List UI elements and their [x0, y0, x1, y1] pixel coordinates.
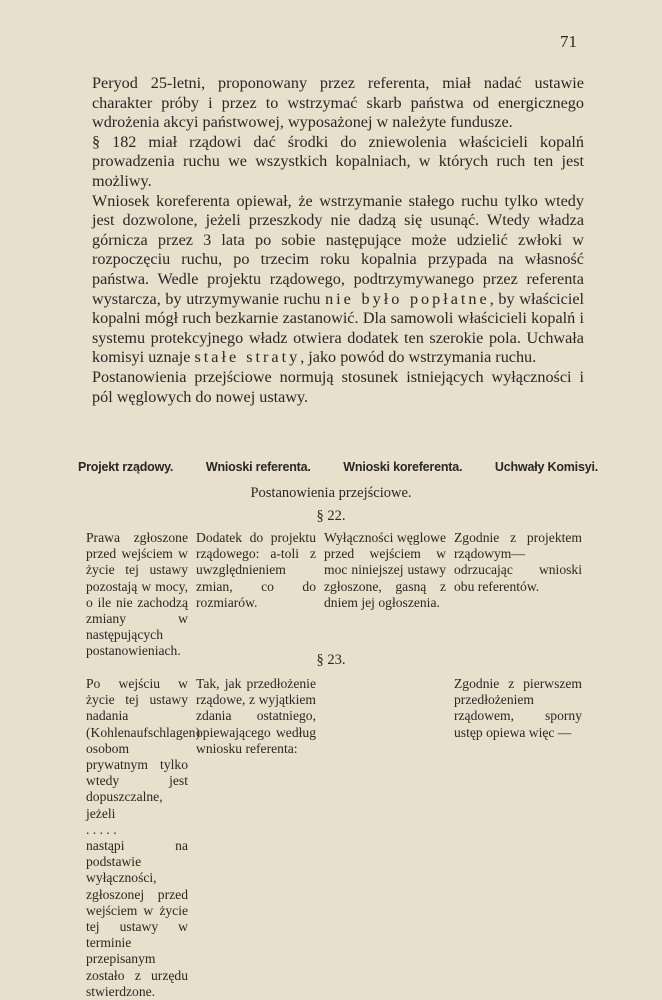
spaced-emphasis-1: nie było popłatne — [325, 289, 490, 308]
column-headers — [78, 460, 598, 474]
section-marker-22: § 22. — [316, 508, 346, 524]
paragraph-3-mid: , by właściciel kopalni mógł ruch bezkarnie zastanowić. Dla samowoli właścicieli kopalń i systemu protekcyjnego władz otwiera dodatek ten szerokie pola. Uchwała komisyi uznaje — [92, 289, 585, 367]
body-text — [92, 74, 584, 407]
s23-col-projekt-text: Po wejściu w życie tej ustawy nadania (Kohlenaufschlagen) osobom prywatnym tylko wtedy jest dopuszczalne, jeżeli — [86, 676, 200, 821]
header-komisja: Uchwały Komisyi. — [494, 460, 598, 474]
spaced-emphasis-2: stałe straty — [194, 348, 301, 367]
header-referent: Wnioski referenta. — [205, 460, 311, 474]
s22-col-referent-text: Dodatek do projektu rządowego: a-toli z uwzględnieniem zmian, co do rozmiarów. — [196, 530, 316, 610]
paragraph-2: § 182 miał rządowi dać środki do zniewolenia właścicieli kopalń prowadzenia ruchu we wszystkich kopalniach, w których ruch ten jest możliwy. — [92, 132, 584, 190]
s23-col-projekt — [86, 676, 200, 1000]
header-projekt: Projekt rządowy. — [78, 460, 174, 474]
s23-col-referent-text: Tak, jak przedłożenie rządowe, z wyjątkiem zdania ostatniego, opiewającego według wniosku referenta: — [196, 676, 316, 756]
paragraph-4: Postanowienia przejściowe normują stosunek istniejących wyłączności i pól węglowych do nowej ustawy. — [92, 367, 584, 406]
section-title: Postanowienia przejściowe. — [250, 485, 412, 501]
paragraph-3-end: , jako powód do wstrzymania ruchu. — [300, 348, 537, 367]
s22-col-koreferent — [324, 530, 446, 611]
s23-col-projekt-dots: . . . . . — [86, 821, 117, 837]
s23-col-komisja — [454, 676, 582, 741]
s22-col-komisja — [454, 530, 582, 595]
s23-col-referent — [196, 676, 316, 757]
page-number: 71 — [560, 32, 577, 51]
s23-col-projekt-rest: nastąpi na podstawie wyłączności, zgłoszonej przed wejściem w życie tej ustawy w terminie przepisanym zostało z urzędu stwierdzone. — [86, 838, 188, 999]
s22-col-projekt — [86, 530, 188, 660]
paragraph-3-start: Wniosek koreferenta opiewał, że wstrzymanie stałego ruchu tylko wtedy jest dozwolone, jeżeli przeszkody nie dadzą się usunąć. Wtedy władza górnicza przez 3 lata po sobie następujące może udzielić zwłoki w rozpoczęciu ruchu, po trzecim roku kopalnia przypada na własność państwa. Wedle projektu rządowego, podtrzymywanego przez referenta wystarcza, by utrzymywanie ruchu — [92, 191, 584, 308]
header-koreferent: Wnioski koreferenta. — [343, 460, 463, 474]
s22-col-komisja-text: Zgodnie z projektem rządowym—odrzucając wnioski obu referentów. — [454, 530, 582, 594]
s23-col-komisja-text: Zgodnie z pierwszem przedłożeniem rządowem, sporny ustęp opiewa więc — — [454, 676, 582, 740]
paragraph-1: Peryod 25-letni, proponowany przez referenta, miał nadać ustawie charakter próby i przez to wstrzymać skarb państwa od energicznego wdrożenia akcyi państwowej, wyposażonej w należyte fundusze. — [92, 74, 584, 132]
s22-col-koreferent-text: Wyłączności węglowe przed wejściem w moc niniejszej ustawy zgłoszone, gasną z dniem jej ogłoszenia. — [324, 530, 446, 610]
s22-col-projekt-text: Prawa zgłoszone przed wejściem w życie tej ustawy pozostają w mocy, o ile nie zachodzą zmiany w następujących postanowieniach. — [86, 530, 188, 659]
paragraph-3 — [92, 192, 584, 368]
s22-col-referent — [196, 530, 316, 611]
section-marker-23: § 23. — [316, 652, 346, 668]
